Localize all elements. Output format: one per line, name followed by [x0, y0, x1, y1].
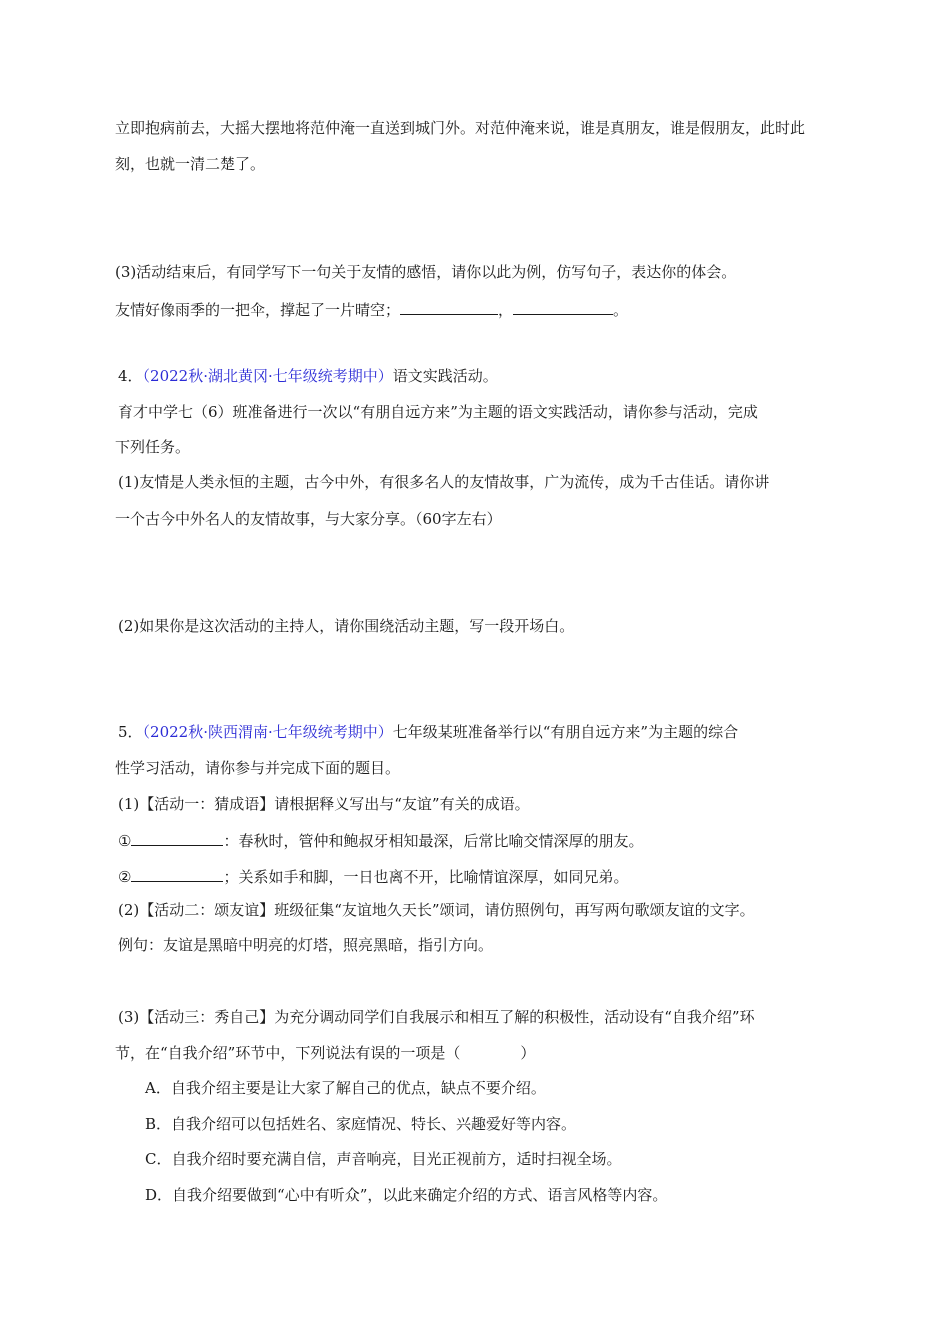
q5-item3-line: 节，在“自我介绍”环节中，下列说法有误的一项是（ ）: [115, 1044, 536, 1062]
paragraph-line: 立即抱病前去，大摇大摆地将范仲淹一直送到城门外。对范仲淹来说，谁是真朋友，谁是假朋友，此时此: [115, 119, 806, 137]
circled-number: ①: [118, 832, 132, 850]
answer-blank[interactable]: [131, 865, 223, 882]
question-source: （2022秋·陕西渭南·七年级统考期中）: [142, 723, 393, 741]
q5-item2-example: 例句：友谊是黑暗中明亮的灯塔，照亮黑暗，指引方向。: [118, 936, 494, 954]
option-a[interactable]: A．自我介绍主要是让大家了解自己的优点，缺点不要介绍。: [145, 1079, 546, 1097]
paragraph-line: 刻，也就一清二楚了。: [115, 155, 266, 173]
q4-title: [118, 366, 498, 386]
definition-text: ；关系如手和脚，一日也离不开，比喻情谊深厚，如同兄弟。: [223, 868, 629, 886]
circled-number: ②: [118, 868, 132, 886]
option-d[interactable]: D．自我介绍要做到“心中有听众”，以此来确定介绍的方式、语言风格等内容。: [145, 1186, 668, 1204]
question-number: 4．: [118, 367, 143, 385]
q4-item1-line: (1)友情是人类永恒的主题，古今中外，有很多名人的友情故事，广为流传，成为千古佳话。请你讲: [118, 473, 770, 491]
separator: ，: [498, 301, 514, 319]
q5-item2: (2)【活动二：颂友谊】班级征集“友谊地久天长”颂词，请仿照例句，再写两句歌颂友谊的文字。: [118, 901, 755, 919]
q4-intro-line: 下列任务。: [115, 438, 191, 456]
q5-title-line2: 性学习活动，请你参与并完成下面的题目。: [115, 759, 401, 777]
q3-item3-answer-line: [115, 298, 628, 320]
q3-item3-prompt: (3)活动结束后，有同学写下一句关于友情的感悟，请你以此为例，仿写句子，表达你的体会。: [115, 263, 737, 281]
answer-blank[interactable]: [131, 829, 223, 846]
question-title: 语文实践活动。: [392, 367, 498, 385]
q4-intro-line: 育才中学七（6）班准备进行一次以“有朋自远方来”为主题的语文实践活动，请你参与活动，完成: [118, 403, 758, 421]
question-title: 七年级某班准备举行以“有朋自远方来”为主题的综合: [392, 723, 739, 741]
q5-title: [118, 722, 738, 742]
definition-text: ：春秋时，管仲和鲍叔牙相知最深，后常比喻交情深厚的朋友。: [223, 832, 644, 850]
q5-sub1: [118, 829, 643, 851]
option-c[interactable]: C．自我介绍时要充满自信，声音响亮，目光正视前方，适时扫视全场。: [145, 1150, 622, 1168]
question-number: 5．: [118, 723, 143, 741]
q5-sub2: [118, 865, 628, 887]
terminator: 。: [613, 301, 629, 319]
answer-blank[interactable]: [400, 298, 498, 315]
option-b[interactable]: B．自我介绍可以包括姓名、家庭情况、特长、兴趣爱好等内容。: [145, 1115, 577, 1133]
q4-item2: (2)如果你是这次活动的主持人，请你围绕活动主题，写一段开场白。: [118, 617, 575, 635]
question-source: （2022秋·湖北黄冈·七年级统考期中）: [142, 367, 393, 385]
answer-blank[interactable]: [513, 298, 613, 315]
q3-example-text: 友情好像雨季的一把伞，撑起了一片晴空；: [115, 301, 401, 319]
q5-item1: (1)【活动一：猜成语】请根据释义写出与“友谊”有关的成语。: [118, 795, 530, 813]
q4-item1-line: 一个古今中外名人的友情故事，与大家分享。（60字左右）: [115, 510, 502, 528]
q5-item3-line: (3)【活动三：秀自己】为充分调动同学们自我展示和相互了解的积极性，活动设有“自我介绍”环: [118, 1008, 755, 1026]
